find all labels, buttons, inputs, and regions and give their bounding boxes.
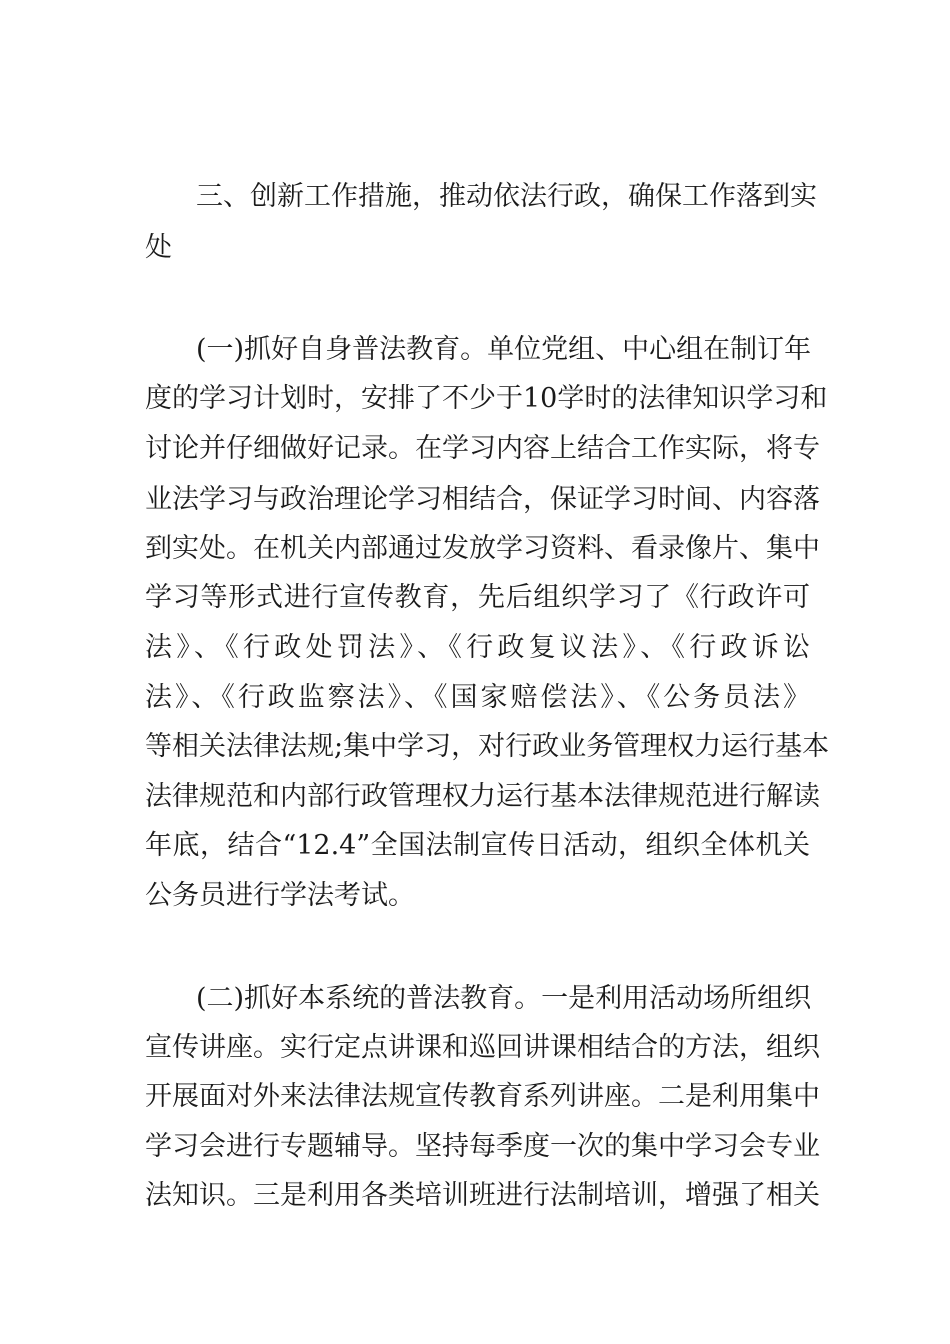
paragraph-line: (一)抓好自身普法教育。单位党组、中心组在制订年	[196, 334, 812, 365]
paragraph-line: 法》、《行政监察法》、《国家赔偿法》、《公务员法》	[145, 682, 810, 713]
paragraph-line: 开展面对外来法律法规宣传教育系列讲座。二是利用集中	[145, 1081, 820, 1112]
paragraph-line: 度的学习计划时，安排了不少于10学时的法律知识学习和	[145, 383, 828, 414]
paragraph-line: 到实处。在机关内部通过发放学习资料、看录像片、集中	[145, 533, 820, 564]
paragraph-line: (二)抓好本系统的普法教育。一是利用活动场所组织	[196, 983, 812, 1014]
paragraph-line: 宣传讲座。实行定点讲课和巡回讲课相结合的方法，组织	[145, 1032, 820, 1063]
paragraph-line: 学习会进行专题辅导。坚持每季度一次的集中学习会专业	[145, 1131, 820, 1162]
paragraph-line: 年底，结合“12.4”全国法制宣传日活动，组织全体机关	[145, 830, 810, 861]
heading-line: 处	[145, 232, 172, 263]
paragraph-line: 讨论并仔细做好记录。在学习内容上结合工作实际，将专	[145, 433, 820, 464]
paragraph-line: 学习等形式进行宣传教育，先后组织学习了《行政许可	[145, 582, 810, 613]
paragraph-line: 法》、《行政处罚法》、《行政复议法》、《行政诉讼	[145, 632, 810, 663]
paragraph-line: 等相关法律法规;集中学习，对行政业务管理权力运行基本	[145, 731, 830, 762]
paragraph-line: 公务员进行学法考试。	[145, 880, 415, 911]
paragraph-line: 业法学习与政治理论学习相结合，保证学习时间、内容落	[145, 484, 820, 515]
paragraph-line: 法律规范和内部行政管理权力运行基本法律规范进行解读	[145, 781, 820, 812]
heading-line: 三、创新工作措施，推动依法行政，确保工作落到实	[196, 181, 817, 212]
paragraph-line: 法知识。三是利用各类培训班进行法制培训，增强了相关	[145, 1180, 820, 1211]
